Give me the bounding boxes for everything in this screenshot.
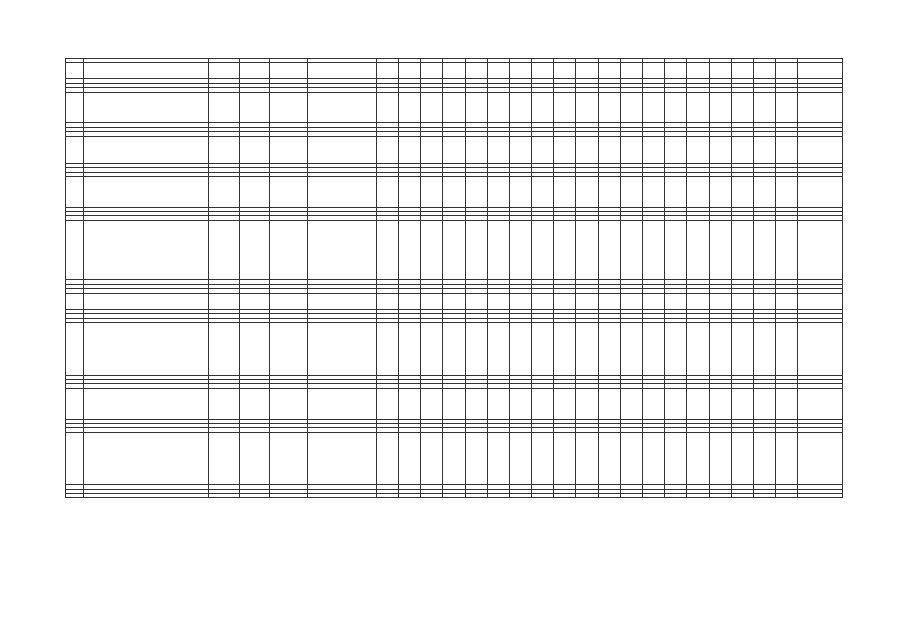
cell-unit — [239, 92, 269, 123]
measure-description — [84, 323, 209, 375]
cell-value — [532, 323, 554, 375]
cell-value — [776, 293, 798, 309]
cell-value — [753, 92, 775, 123]
cell-value — [487, 63, 509, 79]
cell-value — [709, 388, 731, 419]
cell-value — [687, 63, 709, 79]
cell-value — [753, 323, 775, 375]
cell-mark — [209, 432, 239, 484]
cell-value — [731, 323, 753, 375]
cell-value — [620, 136, 642, 163]
cell-value — [665, 92, 687, 123]
cell-value — [753, 220, 775, 280]
cell-value — [421, 493, 443, 497]
cell-total — [798, 220, 843, 280]
cell-period — [269, 92, 307, 123]
row-number — [66, 92, 84, 123]
cell-period — [269, 323, 307, 375]
cell-value — [421, 63, 443, 79]
cell-period — [269, 432, 307, 484]
cell-value — [376, 493, 398, 497]
funding-label — [84, 493, 209, 497]
cell-total — [798, 63, 843, 79]
cell-value — [753, 176, 775, 207]
cell-value — [687, 136, 709, 163]
cell-value — [465, 432, 487, 484]
cell-value — [620, 388, 642, 419]
cell-value — [398, 493, 420, 497]
cell-value — [376, 92, 398, 123]
cell-value — [665, 136, 687, 163]
cell-value — [576, 432, 598, 484]
cell-value — [576, 388, 598, 419]
cell-value — [731, 493, 753, 497]
cell-value — [465, 176, 487, 207]
cell-value — [709, 493, 731, 497]
cell-value — [643, 493, 665, 497]
cell-value — [487, 432, 509, 484]
cell-value — [709, 293, 731, 309]
cell-value — [465, 92, 487, 123]
cell-value — [554, 63, 576, 79]
cell-value — [532, 136, 554, 163]
cell-value — [487, 136, 509, 163]
table-row — [66, 92, 843, 123]
cell-period — [269, 136, 307, 163]
cell-unit — [239, 136, 269, 163]
measure-description — [84, 136, 209, 163]
cell-value — [509, 293, 531, 309]
table-row — [66, 323, 843, 375]
cell-value — [776, 388, 798, 419]
cell-value — [598, 432, 620, 484]
cell-value — [443, 493, 465, 497]
cell-value — [576, 323, 598, 375]
cell-value — [620, 92, 642, 123]
measure-description — [84, 176, 209, 207]
cell-value — [709, 92, 731, 123]
executor-organization — [308, 136, 377, 163]
cell-value — [509, 220, 531, 280]
cell-value — [665, 388, 687, 419]
cell-value — [509, 388, 531, 419]
cell-total — [798, 293, 843, 309]
cell-mark — [209, 220, 239, 280]
cell-value — [643, 92, 665, 123]
cell-value — [576, 220, 598, 280]
cell-value — [643, 63, 665, 79]
cell-value — [398, 388, 420, 419]
cell-value — [443, 323, 465, 375]
cell-value — [731, 293, 753, 309]
cell-value — [398, 220, 420, 280]
measure-description — [84, 63, 209, 79]
cell-value — [620, 176, 642, 207]
cell-value — [398, 323, 420, 375]
measure-description — [84, 220, 209, 280]
cell-value — [687, 176, 709, 207]
cell-value — [665, 293, 687, 309]
cell-value — [554, 176, 576, 207]
cell-value — [731, 388, 753, 419]
cell-value — [398, 63, 420, 79]
cell-value — [398, 92, 420, 123]
cell-value — [554, 388, 576, 419]
cell-period — [269, 176, 307, 207]
cell-value — [598, 493, 620, 497]
cell-value — [487, 220, 509, 280]
cell-value — [687, 220, 709, 280]
cell-value — [443, 136, 465, 163]
row-number — [66, 432, 84, 484]
cell-value — [465, 388, 487, 419]
cell-value — [554, 136, 576, 163]
cell-value — [398, 432, 420, 484]
cell-value — [598, 176, 620, 207]
cell-total — [798, 92, 843, 123]
cell-period — [269, 63, 307, 79]
cell-value — [421, 388, 443, 419]
cell-value — [487, 293, 509, 309]
cell-value — [465, 293, 487, 309]
cell-value — [376, 63, 398, 79]
table-row — [66, 63, 843, 79]
cell-value — [731, 63, 753, 79]
cell-value — [776, 136, 798, 163]
cell-unit — [239, 323, 269, 375]
row-number — [66, 388, 84, 419]
cell-value — [421, 323, 443, 375]
cell-unit — [239, 63, 269, 79]
cell-total — [798, 432, 843, 484]
executor-organization — [308, 220, 377, 280]
table-row — [66, 432, 843, 484]
cell-mark — [209, 176, 239, 207]
cell-value — [776, 63, 798, 79]
cell-value — [443, 432, 465, 484]
cell-total — [798, 493, 843, 497]
cell-value — [665, 323, 687, 375]
cell-value — [709, 220, 731, 280]
cell-value — [776, 493, 798, 497]
cell-value — [643, 293, 665, 309]
cell-value — [687, 323, 709, 375]
cell-value — [643, 220, 665, 280]
cell-value — [576, 493, 598, 497]
cell-total — [798, 323, 843, 375]
cell-value — [376, 136, 398, 163]
cell-value — [509, 176, 531, 207]
cell-value — [731, 176, 753, 207]
cell-value — [487, 388, 509, 419]
cell-value — [465, 220, 487, 280]
cell-value — [776, 176, 798, 207]
cell-value — [687, 92, 709, 123]
cell-value — [532, 493, 554, 497]
cell-value — [509, 136, 531, 163]
cell-value — [554, 432, 576, 484]
cell-value — [598, 220, 620, 280]
executor-organization — [308, 63, 377, 79]
cell-value — [209, 493, 239, 497]
cell-value — [665, 176, 687, 207]
row-number — [66, 323, 84, 375]
cell-value — [532, 220, 554, 280]
cell-value — [598, 63, 620, 79]
cell-value — [598, 92, 620, 123]
cell-value — [620, 293, 642, 309]
cell-value — [487, 176, 509, 207]
cell-value — [465, 493, 487, 497]
cell-value — [643, 136, 665, 163]
cell-value — [576, 176, 598, 207]
cell-value — [532, 92, 554, 123]
cell-value — [421, 176, 443, 207]
table-row — [66, 136, 843, 163]
cell-value — [509, 323, 531, 375]
cell-total — [798, 388, 843, 419]
cell-value — [687, 293, 709, 309]
executor-organization — [308, 432, 377, 484]
cell-value — [398, 293, 420, 309]
cell-value — [443, 92, 465, 123]
cell-value — [620, 220, 642, 280]
cell-value — [443, 176, 465, 207]
cell-total — [798, 136, 843, 163]
table-row — [66, 293, 843, 309]
cell-value — [620, 323, 642, 375]
table-row — [66, 220, 843, 280]
cell-value — [465, 63, 487, 79]
cell-value — [576, 136, 598, 163]
cell-value — [376, 323, 398, 375]
executor-organization — [308, 176, 377, 207]
cell-value — [776, 92, 798, 123]
cell-value — [532, 388, 554, 419]
cell-value — [554, 92, 576, 123]
cell-value — [421, 136, 443, 163]
cell-value — [753, 432, 775, 484]
cell-value — [643, 432, 665, 484]
cell-period — [269, 220, 307, 280]
measure-description — [84, 388, 209, 419]
cell-value — [665, 220, 687, 280]
cell-period — [269, 293, 307, 309]
cell-value — [709, 136, 731, 163]
cell-value — [665, 493, 687, 497]
cell-value — [776, 220, 798, 280]
cell-value — [376, 432, 398, 484]
table-row — [66, 388, 843, 419]
cell-mark — [209, 323, 239, 375]
cell-value — [753, 63, 775, 79]
row-number — [66, 220, 84, 280]
funding-row — [66, 493, 843, 497]
cell-value — [665, 63, 687, 79]
cell-value — [421, 220, 443, 280]
cell-value — [709, 176, 731, 207]
cell-value — [509, 432, 531, 484]
cell-value — [421, 293, 443, 309]
cell-unit — [239, 432, 269, 484]
measure-description — [84, 92, 209, 123]
cell-value — [421, 92, 443, 123]
cell-value — [576, 63, 598, 79]
cell-value — [598, 323, 620, 375]
cell-value — [687, 432, 709, 484]
cell-unit — [239, 176, 269, 207]
row-number — [66, 176, 84, 207]
cell-mark — [209, 293, 239, 309]
cell-value — [598, 293, 620, 309]
row-number — [66, 136, 84, 163]
cell-value — [731, 136, 753, 163]
cell-empty — [66, 493, 84, 497]
cell-mark — [209, 92, 239, 123]
measure-description — [84, 432, 209, 484]
cell-value — [753, 493, 775, 497]
cell-value — [753, 388, 775, 419]
funding-unit — [239, 493, 269, 497]
cell-mark — [209, 63, 239, 79]
cell-value — [554, 220, 576, 280]
cell-value — [376, 220, 398, 280]
cell-value — [532, 63, 554, 79]
cell-value — [643, 323, 665, 375]
cell-value — [598, 388, 620, 419]
cell-value — [308, 493, 377, 497]
cell-value — [465, 136, 487, 163]
cell-value — [398, 136, 420, 163]
cell-value — [643, 388, 665, 419]
cell-value — [269, 493, 307, 497]
cell-value — [731, 92, 753, 123]
cell-mark — [209, 388, 239, 419]
cell-value — [731, 220, 753, 280]
cell-value — [487, 92, 509, 123]
cell-value — [554, 293, 576, 309]
cell-unit — [239, 220, 269, 280]
cell-value — [532, 293, 554, 309]
cell-value — [709, 63, 731, 79]
cell-total — [798, 176, 843, 207]
cell-value — [532, 176, 554, 207]
cell-period — [269, 388, 307, 419]
cell-value — [398, 176, 420, 207]
cell-value — [443, 293, 465, 309]
cell-value — [443, 63, 465, 79]
cell-value — [554, 493, 576, 497]
cell-value — [509, 63, 531, 79]
cell-unit — [239, 293, 269, 309]
cell-value — [753, 293, 775, 309]
cell-value — [532, 432, 554, 484]
cell-unit — [239, 388, 269, 419]
cell-value — [443, 388, 465, 419]
cell-value — [776, 323, 798, 375]
executor-organization — [308, 323, 377, 375]
cell-mark — [209, 136, 239, 163]
row-number — [66, 293, 84, 309]
cell-value — [487, 493, 509, 497]
cell-value — [753, 136, 775, 163]
cell-value — [776, 432, 798, 484]
row-number — [66, 63, 84, 79]
cell-value — [598, 136, 620, 163]
cell-value — [443, 220, 465, 280]
executor-organization — [308, 92, 377, 123]
cell-value — [465, 323, 487, 375]
executor-organization — [308, 293, 377, 309]
cell-value — [487, 323, 509, 375]
cell-value — [509, 493, 531, 497]
measure-description — [84, 293, 209, 309]
cell-value — [665, 432, 687, 484]
cell-value — [620, 63, 642, 79]
cell-value — [376, 176, 398, 207]
cell-value — [620, 432, 642, 484]
program-table — [65, 58, 843, 498]
cell-value — [687, 388, 709, 419]
cell-value — [731, 432, 753, 484]
cell-value — [709, 323, 731, 375]
executor-organization — [308, 388, 377, 419]
table-row — [66, 176, 843, 207]
cell-value — [376, 293, 398, 309]
cell-value — [576, 92, 598, 123]
cell-value — [509, 92, 531, 123]
cell-value — [554, 323, 576, 375]
cell-value — [421, 432, 443, 484]
cell-value — [709, 432, 731, 484]
cell-value — [620, 493, 642, 497]
cell-value — [376, 388, 398, 419]
cell-value — [576, 293, 598, 309]
cell-value — [643, 176, 665, 207]
cell-value — [687, 493, 709, 497]
